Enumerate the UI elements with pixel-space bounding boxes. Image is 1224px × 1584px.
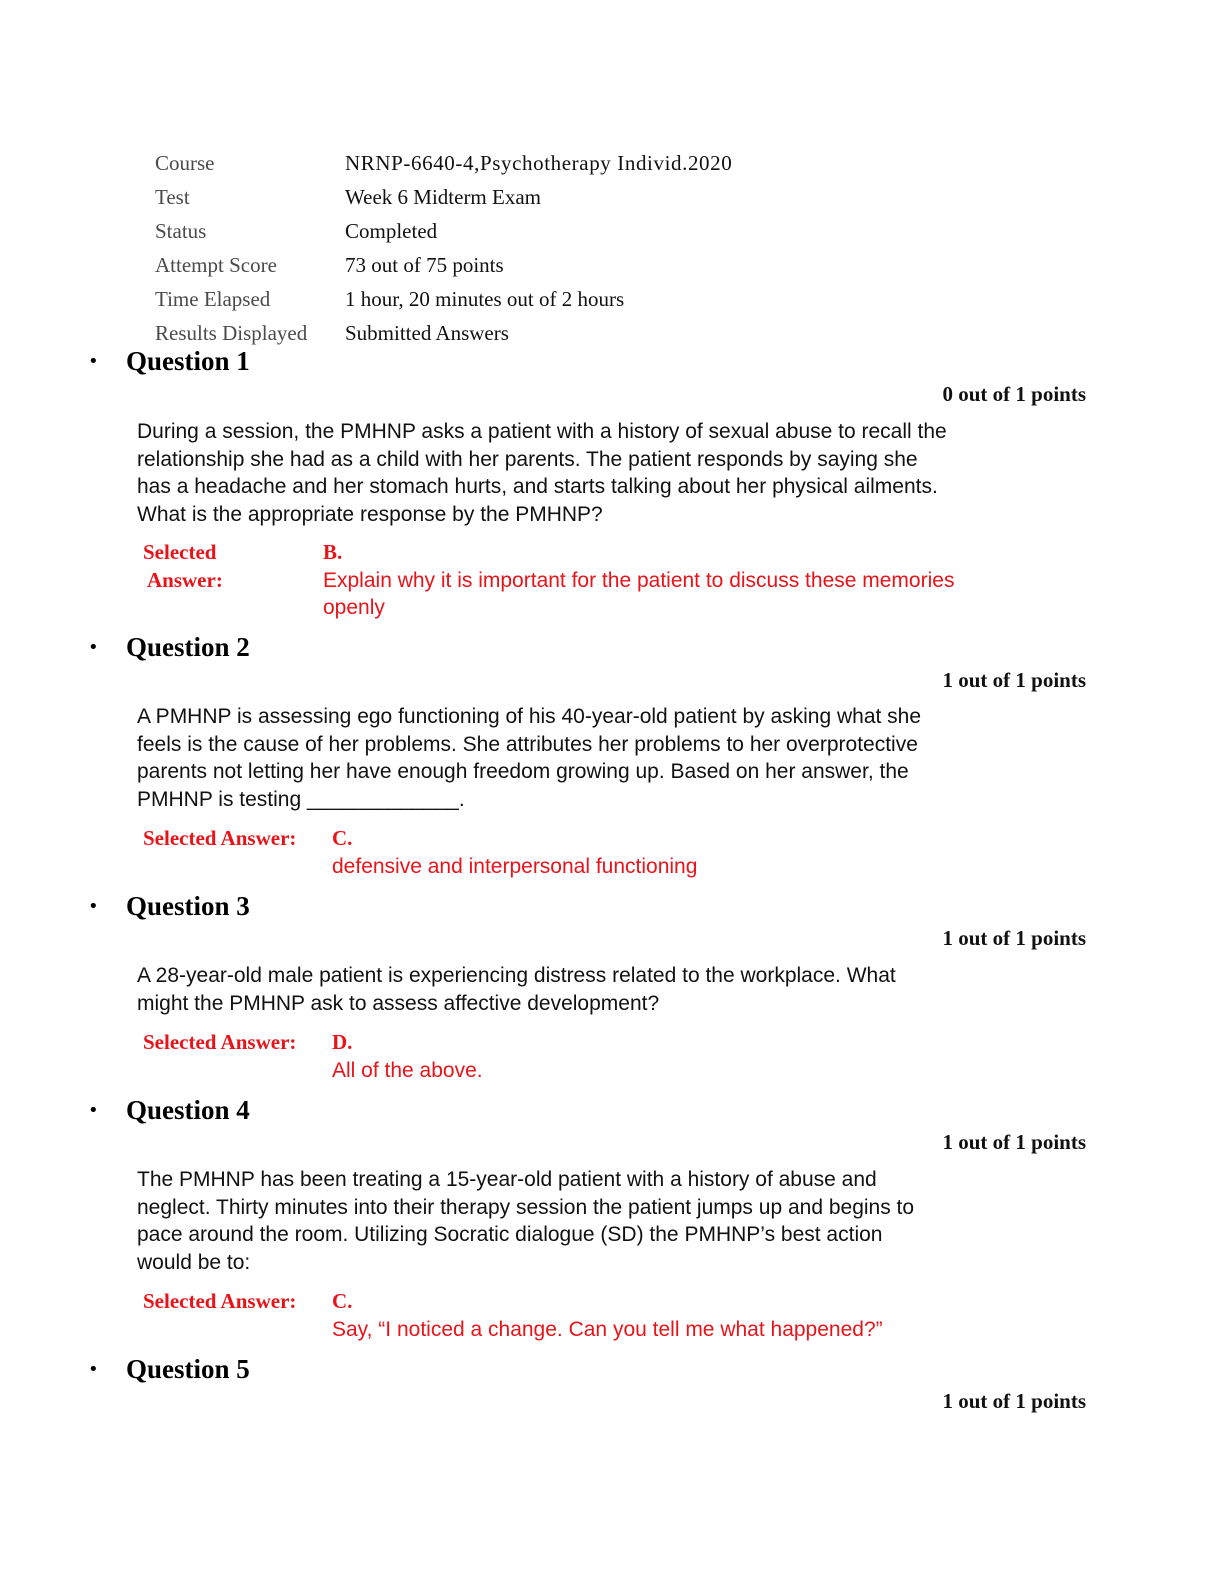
question-1-answer-text: Explain why it is important for the patient to discuss these memories openly bbox=[323, 569, 955, 619]
question-1-points: 0 out of 1 points bbox=[942, 382, 1086, 406]
bullet-icon: • bbox=[88, 1100, 99, 1121]
answer-label-line-1: Selected bbox=[143, 540, 217, 564]
attempt-score-value: 73 out of 75 points bbox=[345, 252, 504, 277]
question-5-points: 1 out of 1 points bbox=[942, 1389, 1086, 1413]
question-5-header bbox=[88, 1354, 250, 1385]
question-5-title: Question 5 bbox=[126, 1354, 250, 1384]
bullet-icon: • bbox=[88, 1359, 99, 1380]
course-value: NRNP-6640-4,Psychotherapy Individ.2020 bbox=[345, 150, 733, 175]
question-1-title: Question 1 bbox=[126, 346, 250, 376]
summary-row-score bbox=[155, 248, 732, 282]
answer-label-line-2: Answer: bbox=[147, 567, 223, 592]
summary-row-time bbox=[155, 282, 732, 316]
question-4-answer-label: Selected Answer: bbox=[143, 1289, 297, 1313]
test-label: Test bbox=[155, 184, 190, 209]
status-value: Completed bbox=[345, 218, 438, 243]
question-3-answer-label: Selected Answer: bbox=[143, 1030, 297, 1054]
attempt-summary bbox=[155, 146, 732, 350]
question-3-answer-letter: D. bbox=[332, 1030, 353, 1054]
question-4-points: 1 out of 1 points bbox=[942, 1130, 1086, 1154]
time-elapsed-value: 1 hour, 20 minutes out of 2 hours bbox=[345, 286, 625, 311]
question-4-answer-text: Say, “I noticed a change. Can you tell me what happened?” bbox=[332, 1318, 883, 1341]
summary-row-course bbox=[155, 146, 732, 180]
question-4-title: Question 4 bbox=[126, 1095, 250, 1125]
question-2-answer-letter: C. bbox=[332, 826, 353, 850]
question-4-answer-letter: C. bbox=[332, 1289, 353, 1313]
question-4-header bbox=[88, 1095, 250, 1126]
question-4-text: The PMHNP has been treating a 15-year-old patient with a history of abuse and neglect. Thirty minutes into their therapy session the patient jumps up and begins to pace around the room. Utilizing Socratic dialogue (SD) the PMHNP’s best action would be to: bbox=[137, 1168, 915, 1274]
bullet-icon: • bbox=[88, 896, 99, 917]
bullet-icon: • bbox=[88, 351, 99, 372]
results-displayed-value: Submitted Answers bbox=[345, 320, 509, 345]
question-3-text: A 28-year-old male patient is experiencing distress related to the workplace. What might the PMHNP ask to assess affective development? bbox=[137, 964, 896, 1015]
question-1-answer-label bbox=[143, 539, 223, 594]
question-3-header bbox=[88, 891, 250, 922]
summary-row-status bbox=[155, 214, 732, 248]
question-2-answer-label: Selected Answer: bbox=[143, 826, 297, 850]
question-2-text: A PMHNP is assessing ego functioning of his 40-year-old patient by asking what she feels is the cause of her problems. She attributes her problems to her overprotective parents not letting her have enough freedom growing up. Based on her answer, the PMHNP is testing _____________. bbox=[137, 705, 922, 811]
status-label: Status bbox=[155, 218, 207, 243]
question-1-text: During a session, the PMHNP asks a patient with a history of sexual abuse to recall the relationship she had as a child with her parents. The patient responds by saying she has a headache and her stomach hurts, and starts talking about her physical ailments. What is the appropriate response by the PMHNP? bbox=[137, 420, 947, 526]
question-1-header bbox=[88, 346, 250, 377]
time-elapsed-label: Time Elapsed bbox=[155, 286, 271, 311]
question-2-answer-text: defensive and interpersonal functioning bbox=[332, 855, 698, 878]
question-2-title: Question 2 bbox=[126, 632, 250, 662]
question-3-answer-text: All of the above. bbox=[332, 1059, 483, 1082]
question-2-header bbox=[88, 632, 250, 663]
test-value: Week 6 Midterm Exam bbox=[345, 184, 542, 209]
results-displayed-label: Results Displayed bbox=[155, 320, 308, 345]
question-1-answer-letter: B. bbox=[323, 540, 343, 564]
attempt-score-label: Attempt Score bbox=[155, 252, 277, 277]
bullet-icon: • bbox=[88, 637, 99, 658]
question-3-points: 1 out of 1 points bbox=[942, 926, 1086, 950]
question-2-points: 1 out of 1 points bbox=[942, 668, 1086, 692]
course-label: Course bbox=[155, 150, 215, 175]
summary-row-test bbox=[155, 180, 732, 214]
summary-row-results bbox=[155, 316, 732, 350]
question-3-title: Question 3 bbox=[126, 891, 250, 921]
